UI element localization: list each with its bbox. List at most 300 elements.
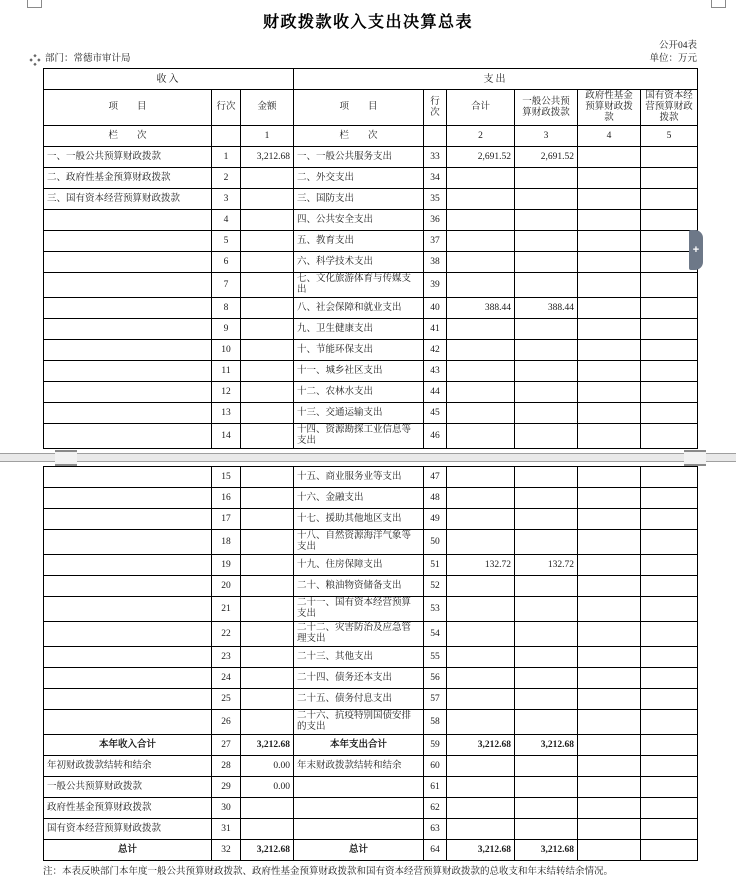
income-amount-cell <box>241 597 294 622</box>
gov-fund-cell <box>578 840 641 861</box>
total-cell <box>447 403 515 424</box>
table-row <box>44 819 698 840</box>
state-capital-cell <box>641 189 698 210</box>
income-line-cell: 11 <box>212 361 241 382</box>
gov-fund-cell <box>578 189 641 210</box>
income-item-cell: 年初财政拨款结转和结余 <box>44 756 212 777</box>
income-item-cell <box>44 488 212 509</box>
total-cell <box>447 340 515 361</box>
total-cell <box>447 252 515 273</box>
expense-line-cell: 34 <box>424 168 447 189</box>
general-budget-cell <box>515 168 578 189</box>
total-cell <box>447 647 515 668</box>
table-row <box>44 777 698 798</box>
expense-line-cell: 56 <box>424 668 447 689</box>
table-row <box>44 576 698 597</box>
total-cell <box>447 530 515 555</box>
table-row <box>44 298 698 319</box>
general-budget-cell <box>515 509 578 530</box>
table-row <box>44 530 698 555</box>
table-row <box>44 340 698 361</box>
total-cell <box>447 710 515 735</box>
income-line-cell: 2 <box>212 168 241 189</box>
column-index-1 <box>212 126 241 147</box>
income-item-cell: 二、政府性基金预算财政拨款 <box>44 168 212 189</box>
income-amount-cell: 0.00 <box>241 777 294 798</box>
income-item-cell: 一般公共预算财政拨款 <box>44 777 212 798</box>
expense-item-cell: 八、社会保障和就业支出 <box>294 298 424 319</box>
total-cell: 388.44 <box>447 298 515 319</box>
total-cell <box>447 597 515 622</box>
income-amount-cell <box>241 210 294 231</box>
income-item-cell <box>44 424 212 449</box>
income-line-cell: 6 <box>212 252 241 273</box>
table-row <box>44 467 698 488</box>
income-line-cell: 19 <box>212 555 241 576</box>
income-item-cell <box>44 668 212 689</box>
gov-fund-cell <box>578 424 641 449</box>
table-row <box>44 647 698 668</box>
total-cell <box>447 168 515 189</box>
income-line-cell: 26 <box>212 710 241 735</box>
income-line-cell: 5 <box>212 231 241 252</box>
expense-line-cell: 39 <box>424 273 447 298</box>
general-budget-cell <box>515 252 578 273</box>
department-text: 部门：常德市审计局 <box>45 54 131 64</box>
gov-fund-cell <box>578 147 641 168</box>
income-line-cell: 1 <box>212 147 241 168</box>
income-group-header: 收入 <box>44 69 294 90</box>
state-capital-cell <box>641 555 698 576</box>
page-break-gap <box>0 449 736 464</box>
gov-fund-cell <box>578 647 641 668</box>
income-item-cell <box>44 710 212 735</box>
total-cell <box>447 361 515 382</box>
general-budget-cell <box>515 689 578 710</box>
income-line-cell: 14 <box>212 424 241 449</box>
state-capital-cell <box>641 340 698 361</box>
column-index-4 <box>424 126 447 147</box>
expense-item-cell: 十九、住房保障支出 <box>294 555 424 576</box>
expense-item-cell <box>294 777 424 798</box>
expense-item-cell: 二十、粮油物资储备支出 <box>294 576 424 597</box>
income-amount-cell <box>241 509 294 530</box>
income-line-cell: 24 <box>212 668 241 689</box>
column-index-3: 栏 次 <box>294 126 424 147</box>
income-line-cell: 7 <box>212 273 241 298</box>
gov-fund-cell <box>578 231 641 252</box>
state-capital-cell <box>641 361 698 382</box>
expense-line-cell: 49 <box>424 509 447 530</box>
table-row <box>44 147 698 168</box>
income-item-cell: 国有资本经营预算财政拨款 <box>44 819 212 840</box>
income-amount-cell <box>241 382 294 403</box>
income-line-cell: 10 <box>212 340 241 361</box>
expense-line-cell: 46 <box>424 424 447 449</box>
expense-group-header: 支出 <box>294 69 698 90</box>
state-capital-cell <box>641 840 698 861</box>
state-capital-cell <box>641 756 698 777</box>
income-amount-cell <box>241 576 294 597</box>
table-row <box>44 622 698 647</box>
expense-item-cell: 一、一般公共服务支出 <box>294 147 424 168</box>
expense-line-cell: 43 <box>424 361 447 382</box>
column-index-8: 5 <box>641 126 698 147</box>
department-label <box>43 53 131 66</box>
expense-line-cell: 50 <box>424 530 447 555</box>
income-item-cell <box>44 298 212 319</box>
income-line-cell: 15 <box>212 467 241 488</box>
expense-line-cell: 51 <box>424 555 447 576</box>
general-budget-cell <box>515 403 578 424</box>
expense-item-cell: 二十六、抗疫特别国债安排的支出 <box>294 710 424 735</box>
income-item-cell <box>44 252 212 273</box>
expand-plus-button[interactable] <box>689 230 703 270</box>
total-cell <box>447 576 515 597</box>
income-line-cell: 16 <box>212 488 241 509</box>
total-cell <box>447 798 515 819</box>
income-item-cell: 三、国有资本经营预算财政拨款 <box>44 189 212 210</box>
budget-table-part1 <box>43 68 698 449</box>
gov-fund-cell <box>578 298 641 319</box>
expense-item-cell: 七、文化旅游体育与传媒支出 <box>294 273 424 298</box>
table-row <box>44 689 698 710</box>
income-amount-cell <box>241 252 294 273</box>
income-amount-cell <box>241 710 294 735</box>
general-budget-cell: 132.72 <box>515 555 578 576</box>
state-capital-cell <box>641 382 698 403</box>
total-cell <box>447 622 515 647</box>
expense-item-cell: 六、科学技术支出 <box>294 252 424 273</box>
gov-fund-cell <box>578 467 641 488</box>
expense-line-cell: 54 <box>424 622 447 647</box>
state-capital-cell <box>641 467 698 488</box>
total-cell: 2,691.52 <box>447 147 515 168</box>
page-corner-mark-left <box>27 0 42 8</box>
expense-item-cell: 九、卫生健康支出 <box>294 319 424 340</box>
state-capital-cell <box>641 777 698 798</box>
income-line-cell: 20 <box>212 576 241 597</box>
income-item-cell: 一、一般公共预算财政拨款 <box>44 147 212 168</box>
income-amount-cell <box>241 298 294 319</box>
gov-fund-cell <box>578 509 641 530</box>
total-cell <box>447 488 515 509</box>
column-header-2: 金额 <box>241 90 294 126</box>
total-cell: 3,212.68 <box>447 840 515 861</box>
total-cell <box>447 819 515 840</box>
column-header-6: 一般公共预算财政拨款 <box>515 90 578 126</box>
page-break-corner-left <box>55 450 77 466</box>
general-budget-cell: 2,691.52 <box>515 147 578 168</box>
expense-line-cell: 64 <box>424 840 447 861</box>
gov-fund-cell <box>578 168 641 189</box>
general-budget-cell <box>515 710 578 735</box>
state-capital-cell <box>641 576 698 597</box>
income-amount-cell <box>241 488 294 509</box>
income-item-cell <box>44 597 212 622</box>
expense-item-cell: 十五、商业服务业等支出 <box>294 467 424 488</box>
income-line-cell: 32 <box>212 840 241 861</box>
expense-item-cell: 五、教育支出 <box>294 231 424 252</box>
general-budget-cell <box>515 668 578 689</box>
expense-line-cell: 45 <box>424 403 447 424</box>
table-row <box>44 168 698 189</box>
income-item-cell <box>44 576 212 597</box>
total-cell <box>447 467 515 488</box>
expense-item-cell: 二十三、其他支出 <box>294 647 424 668</box>
income-line-cell: 4 <box>212 210 241 231</box>
income-item-cell <box>44 509 212 530</box>
total-cell <box>447 668 515 689</box>
income-line-cell: 23 <box>212 647 241 668</box>
total-cell: 3,212.68 <box>447 735 515 756</box>
general-budget-cell <box>515 756 578 777</box>
column-header-1: 行次 <box>212 90 241 126</box>
table-row <box>44 756 698 777</box>
state-capital-cell <box>641 298 698 319</box>
total-cell <box>447 382 515 403</box>
income-line-cell: 9 <box>212 319 241 340</box>
total-cell <box>447 689 515 710</box>
expense-item-cell: 十一、城乡社区支出 <box>294 361 424 382</box>
table-row <box>44 210 698 231</box>
income-item-cell <box>44 403 212 424</box>
expense-item-cell: 十二、农林水支出 <box>294 382 424 403</box>
budget-table-part1-slot <box>43 68 700 449</box>
income-line-cell: 27 <box>212 735 241 756</box>
gov-fund-cell <box>578 819 641 840</box>
gov-fund-cell <box>578 756 641 777</box>
income-amount-cell: 3,212.68 <box>241 840 294 861</box>
expense-item-cell: 十四、资源勘探工业信息等支出 <box>294 424 424 449</box>
income-amount-cell <box>241 340 294 361</box>
general-budget-cell <box>515 530 578 555</box>
page-break-corner-right <box>684 450 706 466</box>
state-capital-cell <box>641 147 698 168</box>
table-row <box>44 798 698 819</box>
income-item-cell <box>44 689 212 710</box>
gov-fund-cell <box>578 555 641 576</box>
income-item-cell <box>44 555 212 576</box>
income-item-cell <box>44 210 212 231</box>
income-line-cell: 13 <box>212 403 241 424</box>
gov-fund-cell <box>578 361 641 382</box>
table-move-handle-icon[interactable] <box>29 54 41 66</box>
state-capital-cell <box>641 319 698 340</box>
income-amount-cell <box>241 467 294 488</box>
general-budget-cell <box>515 189 578 210</box>
general-budget-cell <box>515 488 578 509</box>
general-budget-cell: 388.44 <box>515 298 578 319</box>
state-capital-cell <box>641 647 698 668</box>
expense-line-cell: 63 <box>424 819 447 840</box>
gov-fund-cell <box>578 689 641 710</box>
income-line-cell: 30 <box>212 798 241 819</box>
expense-item-cell: 二十二、灾害防治及应急管理支出 <box>294 622 424 647</box>
state-capital-cell <box>641 597 698 622</box>
income-amount-cell <box>241 424 294 449</box>
general-budget-cell <box>515 798 578 819</box>
total-cell <box>447 273 515 298</box>
total-cell <box>447 509 515 530</box>
income-amount-cell <box>241 689 294 710</box>
state-capital-cell <box>641 424 698 449</box>
total-cell <box>447 424 515 449</box>
expense-item-cell: 十七、援助其他地区支出 <box>294 509 424 530</box>
table-row <box>44 403 698 424</box>
column-index-7: 4 <box>578 126 641 147</box>
general-budget-cell <box>515 319 578 340</box>
general-budget-cell <box>515 361 578 382</box>
expense-line-cell: 33 <box>424 147 447 168</box>
gov-fund-cell <box>578 210 641 231</box>
state-capital-cell <box>641 668 698 689</box>
expense-line-cell: 47 <box>424 467 447 488</box>
expense-item-cell: 十、节能环保支出 <box>294 340 424 361</box>
total-cell <box>447 189 515 210</box>
general-budget-cell <box>515 622 578 647</box>
column-index-5: 2 <box>447 126 515 147</box>
income-line-cell: 3 <box>212 189 241 210</box>
expense-item-cell: 二十一、国有资本经营预算支出 <box>294 597 424 622</box>
income-item-cell: 政府性基金预算财政拨款 <box>44 798 212 819</box>
general-budget-cell <box>515 210 578 231</box>
gov-fund-cell <box>578 319 641 340</box>
income-line-cell: 31 <box>212 819 241 840</box>
income-amount-cell <box>241 555 294 576</box>
expense-line-cell: 59 <box>424 735 447 756</box>
income-line-cell: 8 <box>212 298 241 319</box>
table-row <box>44 555 698 576</box>
general-budget-cell <box>515 424 578 449</box>
income-item-cell <box>44 273 212 298</box>
table-row <box>44 382 698 403</box>
income-item-cell <box>44 231 212 252</box>
table-row <box>44 597 698 622</box>
state-capital-cell <box>641 509 698 530</box>
expense-line-cell: 44 <box>424 382 447 403</box>
table-row <box>44 488 698 509</box>
income-amount-cell <box>241 647 294 668</box>
income-item-cell: 总计 <box>44 840 212 861</box>
gov-fund-cell <box>578 530 641 555</box>
table-row <box>44 735 698 756</box>
state-capital-cell <box>641 710 698 735</box>
income-amount-cell: 0.00 <box>241 756 294 777</box>
total-cell: 132.72 <box>447 555 515 576</box>
expense-line-cell: 36 <box>424 210 447 231</box>
income-amount-cell <box>241 668 294 689</box>
state-capital-cell <box>641 210 698 231</box>
state-capital-cell <box>641 689 698 710</box>
gov-fund-cell <box>578 798 641 819</box>
gov-fund-cell <box>578 735 641 756</box>
total-cell <box>447 319 515 340</box>
income-amount-cell <box>241 819 294 840</box>
gov-fund-cell <box>578 710 641 735</box>
income-item-cell <box>44 382 212 403</box>
expense-line-cell: 55 <box>424 647 447 668</box>
unit-label: 单位：万元 <box>649 54 697 64</box>
income-amount-cell <box>241 319 294 340</box>
expense-item-cell: 年末财政拨款结转和结余 <box>294 756 424 777</box>
income-item-cell <box>44 340 212 361</box>
column-header-5: 合计 <box>447 90 515 126</box>
table-row <box>44 710 698 735</box>
state-capital-cell <box>641 819 698 840</box>
table-meta <box>43 40 697 66</box>
income-amount-cell <box>241 530 294 555</box>
table-row <box>44 668 698 689</box>
table-row <box>44 273 698 298</box>
expense-line-cell: 62 <box>424 798 447 819</box>
column-header-0: 项 目 <box>44 90 212 126</box>
state-capital-cell <box>641 530 698 555</box>
expense-item-cell: 总计 <box>294 840 424 861</box>
income-item-cell <box>44 530 212 555</box>
state-capital-cell <box>641 488 698 509</box>
gov-fund-cell <box>578 382 641 403</box>
table-row <box>44 509 698 530</box>
general-budget-cell <box>515 340 578 361</box>
total-cell <box>447 756 515 777</box>
expense-line-cell: 40 <box>424 298 447 319</box>
general-budget-cell <box>515 819 578 840</box>
general-budget-cell <box>515 597 578 622</box>
income-amount-cell <box>241 231 294 252</box>
sheet-number-label: 公开04表 <box>658 41 697 51</box>
general-budget-cell <box>515 777 578 798</box>
general-budget-cell <box>515 576 578 597</box>
income-item-cell <box>44 361 212 382</box>
general-budget-cell <box>515 382 578 403</box>
table-row <box>44 424 698 449</box>
column-index-2: 1 <box>241 126 294 147</box>
expense-line-cell: 52 <box>424 576 447 597</box>
income-line-cell: 17 <box>212 509 241 530</box>
general-budget-cell <box>515 231 578 252</box>
income-amount-cell <box>241 273 294 298</box>
column-header-3: 项 目 <box>294 90 424 126</box>
income-line-cell: 18 <box>212 530 241 555</box>
state-capital-cell <box>641 168 698 189</box>
gov-fund-cell <box>578 668 641 689</box>
income-amount-cell: 3,212.68 <box>241 147 294 168</box>
expense-item-cell: 十八、自然资源海洋气象等支出 <box>294 530 424 555</box>
gov-fund-cell <box>578 777 641 798</box>
income-item-cell <box>44 319 212 340</box>
expense-item-cell <box>294 798 424 819</box>
expense-line-cell: 38 <box>424 252 447 273</box>
income-amount-cell <box>241 168 294 189</box>
gov-fund-cell <box>578 597 641 622</box>
income-item-cell <box>44 647 212 668</box>
gov-fund-cell <box>578 622 641 647</box>
expense-line-cell: 41 <box>424 319 447 340</box>
expense-item-cell: 二十四、债务还本支出 <box>294 668 424 689</box>
general-budget-cell <box>515 647 578 668</box>
state-capital-cell <box>641 622 698 647</box>
income-amount-cell <box>241 622 294 647</box>
total-cell <box>447 777 515 798</box>
income-line-cell: 12 <box>212 382 241 403</box>
income-amount-cell <box>241 361 294 382</box>
expense-line-cell: 57 <box>424 689 447 710</box>
income-line-cell: 25 <box>212 689 241 710</box>
gov-fund-cell <box>578 403 641 424</box>
state-capital-cell <box>641 735 698 756</box>
page-break-band <box>0 453 736 462</box>
